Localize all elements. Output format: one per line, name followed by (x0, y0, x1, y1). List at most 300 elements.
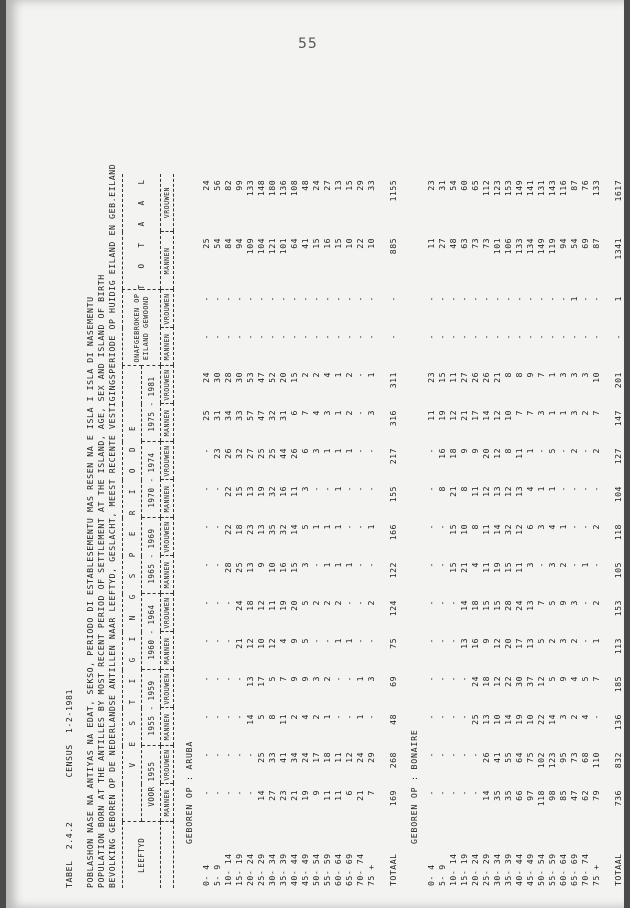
total-row (602, 174, 624, 888)
data-cell: 2 (591, 600, 601, 606)
data-cell: - (569, 524, 579, 530)
data-cell: 14 (481, 790, 491, 801)
period-header: 1975 - 1981 (142, 366, 161, 442)
data-cell: - (459, 790, 469, 796)
data-cell: 15 (289, 372, 299, 383)
data-cell: - (344, 676, 354, 682)
data-cell: 1 (333, 448, 343, 454)
data-cell: 104 (256, 237, 266, 255)
age-group-label: 25- 29 (481, 853, 491, 886)
data-cell: 108 (289, 179, 299, 197)
data-cell: 13 (481, 714, 491, 725)
age-group-label: 25- 29 (256, 853, 266, 886)
total-cell: 105 (612, 562, 623, 579)
age-group-label: 20- 24 (470, 853, 480, 886)
data-cell: - (426, 638, 436, 644)
table-row (267, 174, 278, 888)
data-cell: - (223, 714, 233, 720)
data-cell: - (470, 790, 480, 796)
data-cell: 5 (580, 676, 590, 682)
age-group-label: 75 + (366, 864, 376, 886)
total-row-label: TOTAAL (612, 853, 623, 886)
data-cell: - (212, 296, 222, 302)
data-cell: 13 (245, 562, 255, 573)
data-cell: 56 (212, 179, 222, 191)
data-cell: - (300, 296, 310, 302)
total-cell: 69 (387, 676, 398, 687)
data-cell: - (426, 600, 436, 606)
table-row (223, 174, 234, 888)
data-cell: 10 (267, 562, 277, 573)
age-group-label: 10- 14 (223, 853, 233, 886)
total-cell: 169 (387, 790, 398, 807)
data-cell: 133 (591, 179, 601, 197)
data-cell: 25 (201, 410, 211, 421)
data-cell: 18 (470, 600, 480, 611)
data-cell: 18 (448, 448, 458, 459)
total-cell: 136 (612, 714, 623, 731)
data-cell: 1 (344, 638, 354, 644)
data-cell: 1 (355, 676, 365, 682)
data-cell: 23 (245, 524, 255, 535)
data-cell: 21 (492, 372, 502, 383)
data-cell: - (580, 486, 590, 492)
data-cell: - (311, 638, 321, 644)
data-cell: - (245, 790, 255, 796)
data-cell: - (470, 334, 480, 340)
data-cell: 1 (558, 410, 568, 416)
data-cell: 10 (591, 372, 601, 383)
age-group-label: 60- 64 (558, 853, 568, 886)
total-cell: 1 (612, 296, 623, 302)
data-cell: - (212, 676, 222, 682)
data-cell: 1 (333, 524, 343, 530)
data-cell: 15 (448, 524, 458, 535)
data-cell: - (448, 752, 458, 758)
data-cell: - (459, 714, 469, 720)
data-cell: 3 (300, 562, 310, 568)
data-cell: 3 (525, 562, 535, 568)
data-cell: 24 (470, 676, 480, 687)
age-group-label: 35- 39 (503, 853, 513, 886)
data-cell: - (437, 334, 447, 340)
data-cell: - (355, 486, 365, 492)
table-row (492, 174, 503, 888)
data-cell: 14 (459, 600, 469, 611)
data-cell: 2 (333, 600, 343, 606)
data-cell: 1 (366, 372, 376, 378)
data-cell: 13 (525, 638, 535, 649)
data-cell: 26 (223, 448, 233, 459)
period-header: 1970 - 1974 (142, 442, 161, 518)
data-cell: 19 (300, 790, 310, 801)
data-cell: 11 (481, 562, 491, 573)
data-cell: 24 (234, 600, 244, 611)
data-cell: 26 (289, 448, 299, 459)
data-cell: 17 (311, 752, 321, 763)
data-cell: 15 (481, 600, 491, 611)
total-cell: 201 (612, 372, 623, 389)
data-cell: 15 (344, 179, 354, 191)
table-row (536, 174, 547, 888)
data-cell: 12 (267, 638, 277, 649)
data-cell: 12 (503, 486, 513, 497)
data-cell: 14 (245, 714, 255, 725)
data-cell: - (344, 714, 354, 720)
men-header: MANNEN (161, 480, 174, 518)
data-cell: 16 (437, 448, 447, 459)
data-cell: 25 (201, 237, 211, 249)
data-cell: - (267, 296, 277, 302)
data-cell: 11 (333, 790, 343, 801)
age-group-label: 70- 74 (355, 853, 365, 886)
data-cell: 5 (300, 600, 310, 606)
page-number: 55 (298, 36, 318, 52)
data-cell: 21 (355, 790, 365, 801)
data-cell: 64 (514, 752, 524, 763)
table-row (344, 174, 355, 888)
data-cell: 14 (256, 790, 266, 801)
men-header: MANNEN (161, 632, 174, 670)
data-cell: 3 (311, 676, 321, 682)
data-cell: 27 (437, 237, 447, 249)
data-cell: 13 (459, 638, 469, 649)
data-cell: 9 (558, 676, 568, 682)
data-cell: - (437, 524, 447, 530)
section-label: GEBOREN OP : ARUBA (184, 740, 194, 844)
total-cell: 316 (387, 410, 398, 427)
women-header: VROUWEN (161, 366, 174, 404)
age-group-label: 0- 4 (426, 864, 436, 886)
data-cell: 8 (437, 486, 447, 492)
data-cell: - (311, 486, 321, 492)
data-cell: - (223, 676, 233, 682)
data-cell: 118 (536, 790, 546, 807)
total-row-label: TOTAAL (387, 853, 398, 886)
data-cell: 6 (525, 524, 535, 530)
data-cell: - (437, 638, 447, 644)
data-cell: 5 (547, 448, 557, 454)
data-cell: 35 (267, 524, 277, 535)
data-cell: - (311, 296, 321, 302)
total-cell: 166 (387, 524, 398, 541)
data-cell: - (201, 676, 211, 682)
data-cell: 69 (580, 237, 590, 249)
data-cell: 2 (322, 600, 332, 606)
data-cell: 3 (569, 410, 579, 416)
data-cell: 94 (234, 237, 244, 249)
data-cell: 12 (536, 676, 546, 687)
data-cell: 9 (459, 448, 469, 454)
data-cell: - (547, 334, 557, 340)
data-cell: 13 (333, 179, 343, 191)
table-row (278, 174, 289, 888)
data-cell: - (591, 714, 601, 720)
data-cell: - (492, 334, 502, 340)
data-cell: 14 (289, 524, 299, 535)
age-group-label: 20- 24 (245, 853, 255, 886)
data-cell: - (201, 448, 211, 454)
rotated-table-content (64, 68, 624, 888)
data-cell: 2 (289, 714, 299, 720)
data-cell: 1 (322, 562, 332, 568)
data-cell: 1 (355, 714, 365, 720)
data-cell: - (223, 334, 233, 340)
data-cell: - (580, 600, 590, 606)
data-cell: 20 (503, 638, 513, 649)
data-cell: 31 (437, 179, 447, 191)
data-cell: 87 (569, 179, 579, 191)
data-cell: 76 (580, 179, 590, 191)
data-cell: 73 (569, 752, 579, 763)
data-cell: - (426, 296, 436, 302)
data-cell: 15 (311, 237, 321, 249)
age-group-label: 65- 69 (569, 853, 579, 886)
data-cell: 33 (267, 752, 277, 763)
data-cell: 3 (311, 448, 321, 454)
data-cell: - (569, 486, 579, 492)
data-cell: 18 (322, 752, 332, 763)
data-cell: 5 (300, 524, 310, 530)
data-cell: - (212, 334, 222, 340)
data-cell: - (201, 524, 211, 530)
data-cell: 12 (492, 410, 502, 421)
age-group-label: 55- 59 (547, 853, 557, 886)
table-row (503, 174, 514, 888)
data-cell: - (514, 296, 524, 302)
age-group-label: 15- 19 (234, 853, 244, 886)
total-cell: 1617 (612, 179, 623, 202)
data-cell: 11 (322, 790, 332, 801)
age-group-label: 40- 44 (289, 853, 299, 886)
women-header: VROUWEN (161, 442, 174, 480)
table-row (300, 174, 311, 888)
period-header: 1965 - 1969 (142, 518, 161, 594)
data-cell: 22 (355, 237, 365, 249)
data-cell: 13 (514, 486, 524, 497)
data-cell: 24 (300, 752, 310, 763)
table-row (366, 174, 377, 888)
data-cell: - (344, 334, 354, 340)
table-row (322, 174, 333, 888)
data-cell: 123 (547, 752, 557, 769)
data-cell: - (448, 334, 458, 340)
data-cell: 15 (492, 600, 502, 611)
table-header (64, 68, 118, 888)
table-row (481, 174, 492, 888)
data-cell: - (470, 752, 480, 758)
data-cell: 4 (322, 372, 332, 378)
data-cell: 7 (536, 600, 546, 606)
data-cell: 180 (267, 179, 277, 197)
data-cell: - (201, 296, 211, 302)
age-group-label: 10- 14 (448, 853, 458, 886)
women-header: VROUWEN (161, 746, 174, 784)
data-cell: 21 (459, 410, 469, 421)
data-cell: - (366, 486, 376, 492)
data-cell: - (536, 448, 546, 454)
data-cell: 23 (278, 790, 288, 801)
data-cell: 20 (278, 372, 288, 383)
data-cell: - (366, 448, 376, 454)
data-cell: - (300, 334, 310, 340)
data-cell: 73 (470, 237, 480, 249)
data-cell: 12 (514, 524, 524, 535)
men-header: MANNEN (161, 404, 174, 442)
data-cell: 28 (223, 562, 233, 573)
data-cell: 52 (267, 372, 277, 383)
data-cell: 2 (311, 714, 321, 720)
data-cell: - (481, 334, 491, 340)
data-cell: - (492, 296, 502, 302)
data-cell: 1 (525, 448, 535, 454)
data-cell: - (426, 486, 436, 492)
unbroken-header: ONAFGEBROKEN OP EILAND GEWOOND (123, 290, 161, 366)
table-row (201, 174, 212, 888)
data-cell: 2 (300, 372, 310, 378)
data-cell: 2 (591, 524, 601, 530)
data-cell: - (437, 714, 447, 720)
data-cell: 21 (234, 638, 244, 649)
data-cell: 8 (459, 486, 469, 492)
data-cell: 149 (536, 237, 546, 255)
data-cell: 6 (289, 410, 299, 416)
data-cell: 18 (234, 524, 244, 535)
data-cell: 44 (278, 448, 288, 459)
data-cell: 1 (333, 410, 343, 416)
data-cell: - (459, 676, 469, 682)
data-cell: 15 (289, 562, 299, 573)
data-cell: 8 (503, 448, 513, 454)
data-cell: 4 (311, 410, 321, 416)
data-cell: - (223, 600, 233, 606)
data-cell: 21 (289, 790, 299, 801)
data-cell: 19 (492, 562, 502, 573)
data-cell: 102 (536, 752, 546, 769)
data-cell: 11 (267, 600, 277, 611)
data-cell: 5 (267, 676, 277, 682)
data-cell: 33 (366, 179, 376, 191)
data-cell: - (355, 334, 365, 340)
data-cell: 1 (547, 372, 557, 378)
age-group-label: 5- 9 (437, 864, 447, 886)
data-cell: - (355, 524, 365, 530)
data-cell: 25 (470, 714, 480, 725)
data-cell: 1 (547, 486, 557, 492)
data-cell: 9 (289, 638, 299, 644)
data-cell: 48 (300, 179, 310, 191)
data-cell: - (289, 334, 299, 340)
data-cell: 34 (289, 752, 299, 763)
data-cell: 141 (525, 179, 535, 197)
data-cell: 19 (437, 410, 447, 421)
data-cell: 16 (278, 562, 288, 573)
data-cell: 37 (525, 676, 535, 687)
data-cell: 13 (245, 486, 255, 497)
data-cell: 5 (256, 714, 266, 720)
data-cell: 1 (344, 448, 354, 454)
data-cell: - (344, 486, 354, 492)
data-cell: 35 (492, 790, 502, 801)
data-cell: 1 (558, 524, 568, 530)
census-table (122, 174, 624, 888)
data-cell: 18 (481, 676, 491, 687)
data-cell: 3 (558, 372, 568, 378)
total-cell: 118 (612, 524, 623, 541)
data-cell: 79 (591, 790, 601, 801)
data-cell: - (459, 752, 469, 758)
data-cell: - (514, 334, 524, 340)
table-row (448, 174, 459, 888)
data-cell: 55 (503, 752, 513, 763)
table-row (437, 174, 448, 888)
data-cell: 7 (591, 410, 601, 416)
data-cell: 9 (525, 372, 535, 378)
data-cell: 57 (245, 410, 255, 421)
data-cell: 19 (514, 714, 524, 725)
total-cell: 127 (612, 448, 623, 465)
data-cell: - (437, 676, 447, 682)
data-cell: 2 (344, 410, 354, 416)
data-cell: 31 (278, 410, 288, 421)
data-cell: - (448, 296, 458, 302)
data-cell: 11 (514, 562, 524, 573)
data-cell: 3 (300, 486, 310, 492)
data-cell: - (212, 714, 222, 720)
data-cell: 12 (256, 600, 266, 611)
total-cell: 113 (612, 638, 623, 655)
data-cell: 54 (448, 179, 458, 191)
data-cell: 12 (481, 486, 491, 497)
data-cell: 53 (245, 372, 255, 383)
data-cell: - (234, 334, 244, 340)
data-cell: 106 (503, 237, 513, 255)
data-cell: 16 (322, 237, 332, 249)
data-cell: 28 (223, 372, 233, 383)
data-cell: - (591, 296, 601, 302)
data-cell: 133 (514, 237, 524, 255)
data-cell: 2 (311, 600, 321, 606)
data-cell: 22 (536, 714, 546, 725)
data-cell: - (245, 334, 255, 340)
data-cell: 31 (212, 410, 222, 421)
data-cell: - (366, 334, 376, 340)
data-cell: 32 (503, 524, 513, 535)
data-cell: - (366, 714, 376, 720)
data-cell: - (558, 448, 568, 454)
data-cell: - (366, 296, 376, 302)
data-cell: 99 (234, 179, 244, 191)
data-cell: - (437, 790, 447, 796)
data-cell: 32 (267, 486, 277, 497)
data-cell: 28 (503, 600, 513, 611)
age-group-label: 15- 19 (459, 853, 469, 886)
table-row (514, 174, 525, 888)
data-cell: 1 (580, 562, 590, 568)
data-cell: - (223, 752, 233, 758)
data-cell: - (278, 334, 288, 340)
data-cell: - (366, 638, 376, 644)
census-date: CENSUS 1-2-1981 (64, 688, 74, 778)
data-cell: - (481, 296, 491, 302)
age-group-label: 45- 49 (525, 853, 535, 886)
data-cell: 47 (256, 410, 266, 421)
data-cell: 1 (591, 638, 601, 644)
women-header: VROUWEN (161, 670, 174, 708)
data-cell: - (234, 714, 244, 720)
data-cell: 11 (426, 410, 436, 421)
table-row (569, 174, 580, 888)
